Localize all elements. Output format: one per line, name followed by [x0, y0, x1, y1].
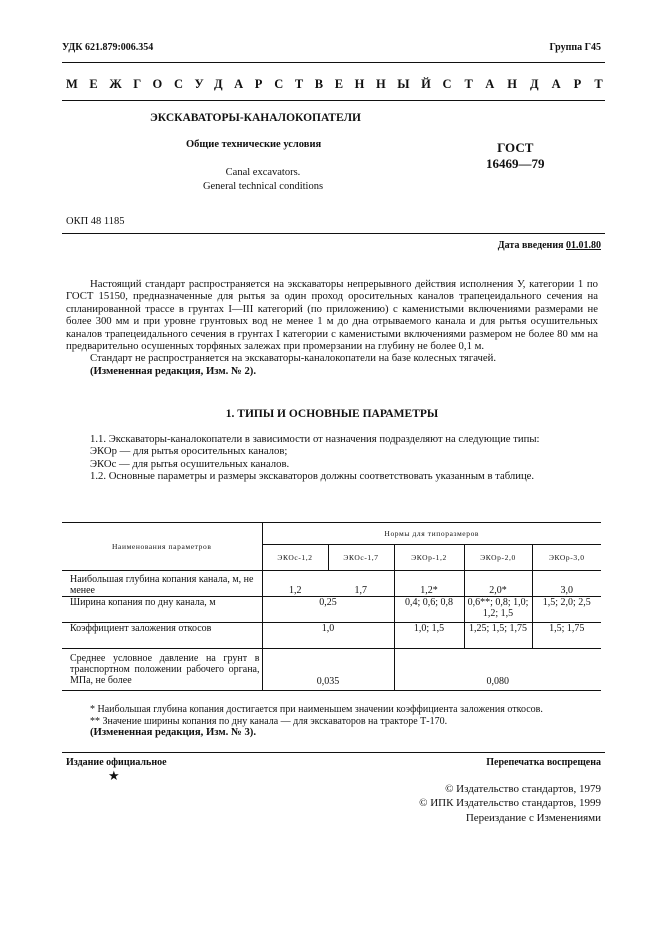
row-name: Коэффициент заложения откосов	[70, 623, 212, 634]
model-header: ЭКОр-3,0	[532, 545, 601, 571]
model-header: ЭКОс-1,2	[262, 545, 328, 571]
banner-right: СТАНДАРТ	[442, 77, 616, 91]
amendment-note-2: (Измененная редакция, Изм. № 2).	[90, 364, 257, 377]
english-title	[160, 166, 366, 194]
section-1-text	[66, 433, 598, 483]
english-title-line1: Canal excavators.	[225, 167, 301, 178]
table-row	[62, 623, 601, 649]
table-row	[62, 649, 601, 691]
model-header: ЭКОр-1,2	[394, 545, 464, 571]
footnote-1: * Наибольшая глубина копания достигается при наименьшем значении коэффициента заложения откосов.	[90, 704, 543, 715]
table-row	[62, 597, 601, 623]
row-name: Ширина копания по дну канала, м	[70, 597, 216, 608]
intro-paragraph: Настоящий стандарт распространяется на экскаваторы непрерывного действия исполнения У, категории 1 по ГОСТ 15150, предназначенные для рытья за один проход оросительных каналов трапецеидального сечения на спланированной трассе в грунтах I—III категорий (по приложению) с каменистыми включениями размерами не более 300 мм и при уровне грунтовых вод не менее 1 м до дна отрываемого канала и для рытья осушительных каналов трапецеидального сечения в грунтах I категории с каменистыми включениями размером не более 80 мм на предварительно осушенных торфяных залежах при промерзании на глубину не более 0,1 м.	[66, 278, 598, 353]
banner-left: МЕЖГОСУДАРСТВЕННЫЙ	[66, 77, 443, 91]
effective-date-value: 01.01.80	[566, 240, 601, 251]
copyright	[419, 782, 601, 825]
okp-rule	[62, 233, 605, 234]
standard-banner	[66, 77, 616, 92]
model-header: ЭКОс-1,7	[328, 545, 394, 571]
english-title-line2: General technical conditions	[202, 181, 324, 192]
gost-label: ГОСТ	[497, 140, 534, 155]
cell: 0,080	[394, 649, 601, 691]
doc-subtitle: Общие технические условия	[186, 139, 322, 150]
cell: 0,4; 0,6; 0,8	[394, 597, 464, 623]
effective-date-label: Дата введения	[497, 240, 564, 251]
cell: 0,6**; 0,8; 1,0; 1,2; 1,5	[464, 597, 532, 623]
group-code: Группа Г45	[549, 42, 601, 53]
parameters-table	[62, 522, 601, 691]
row-name: Наибольшая глубина копания канала, м, не менее	[70, 574, 254, 596]
type-ekos: ЭКОс — для рытья осушительных каналов.	[90, 457, 290, 470]
norms-header: Нормы для типоразмеров	[262, 523, 601, 545]
cell: 0,035	[262, 649, 394, 691]
cell: 1,7	[354, 585, 367, 596]
cell: 1,0; 1,5	[394, 623, 464, 649]
cell: 3,0	[532, 571, 601, 597]
clause-1-1: 1.1. Экскаваторы-каналокопатели в зависимости от назначения подразделяют на следующие типы:	[90, 433, 540, 445]
reprint-notice: Перепечатка воспрещена	[486, 757, 601, 768]
okp-code: ОКП 48 1185	[66, 216, 125, 227]
cell: 1,25; 1,5; 1,75	[464, 623, 532, 649]
cell: 1,2*	[394, 571, 464, 597]
amendment-note-3: (Измененная редакция, Изм. № 3).	[90, 726, 257, 738]
clause-1-2: 1.2. Основные параметры и размеры экскаваторов должны соответствовать указанным в таблице.	[90, 470, 535, 483]
cell: 0,25	[262, 597, 394, 623]
udk-code: УДК 621.879:006.354	[62, 42, 154, 53]
copyright-1979: © Издательство стандартов, 1979	[445, 783, 601, 795]
intro-text	[66, 278, 598, 377]
cell: 1,5; 1,75	[532, 623, 601, 649]
param-header: Наименования параметров	[62, 523, 262, 571]
row-name: Среднее условное давление на грунт в транспортном положении рабочего органа, МПа, не более	[70, 653, 260, 686]
effective-date	[498, 240, 601, 251]
table-footnotes	[66, 704, 598, 739]
banner-rule	[62, 100, 605, 101]
reissue-note: Переиздание с Изменениями	[465, 811, 601, 824]
doc-title: ЭКСКАВАТОРЫ-КАНАЛОКОПАТЕЛИ	[150, 112, 361, 124]
cell: 1,5; 2,0; 2,5	[532, 597, 601, 623]
cell: 1,0	[262, 623, 394, 649]
cell: 1,2	[262, 571, 328, 597]
gost-number	[486, 140, 545, 172]
type-ekor: ЭКОр — для рытья оросительных каналов;	[90, 445, 288, 458]
copyright-1999: © ИПК Издательство стандартов, 1999	[419, 797, 601, 810]
model-header: ЭКОр-2,0	[464, 545, 532, 571]
footer-rule	[62, 752, 605, 753]
footnote-2: ** Значение ширины копания по дну канала — для экскаваторов на тракторе Т-170.	[90, 715, 448, 727]
gost-code: 16469—79	[486, 156, 545, 171]
cell: 2,0*	[464, 571, 532, 597]
top-rule	[62, 62, 605, 63]
intro-exclusion: Стандарт не распространяется на экскаваторы-каналокопатели на базе колесных тягачей.	[90, 352, 497, 365]
table-row	[62, 571, 601, 597]
official-edition: Издание официальное	[66, 757, 167, 768]
section-1-title: 1. ТИПЫ И ОСНОВНЫЕ ПАРАМЕТРЫ	[225, 408, 439, 420]
star-icon: ★	[108, 768, 120, 783]
